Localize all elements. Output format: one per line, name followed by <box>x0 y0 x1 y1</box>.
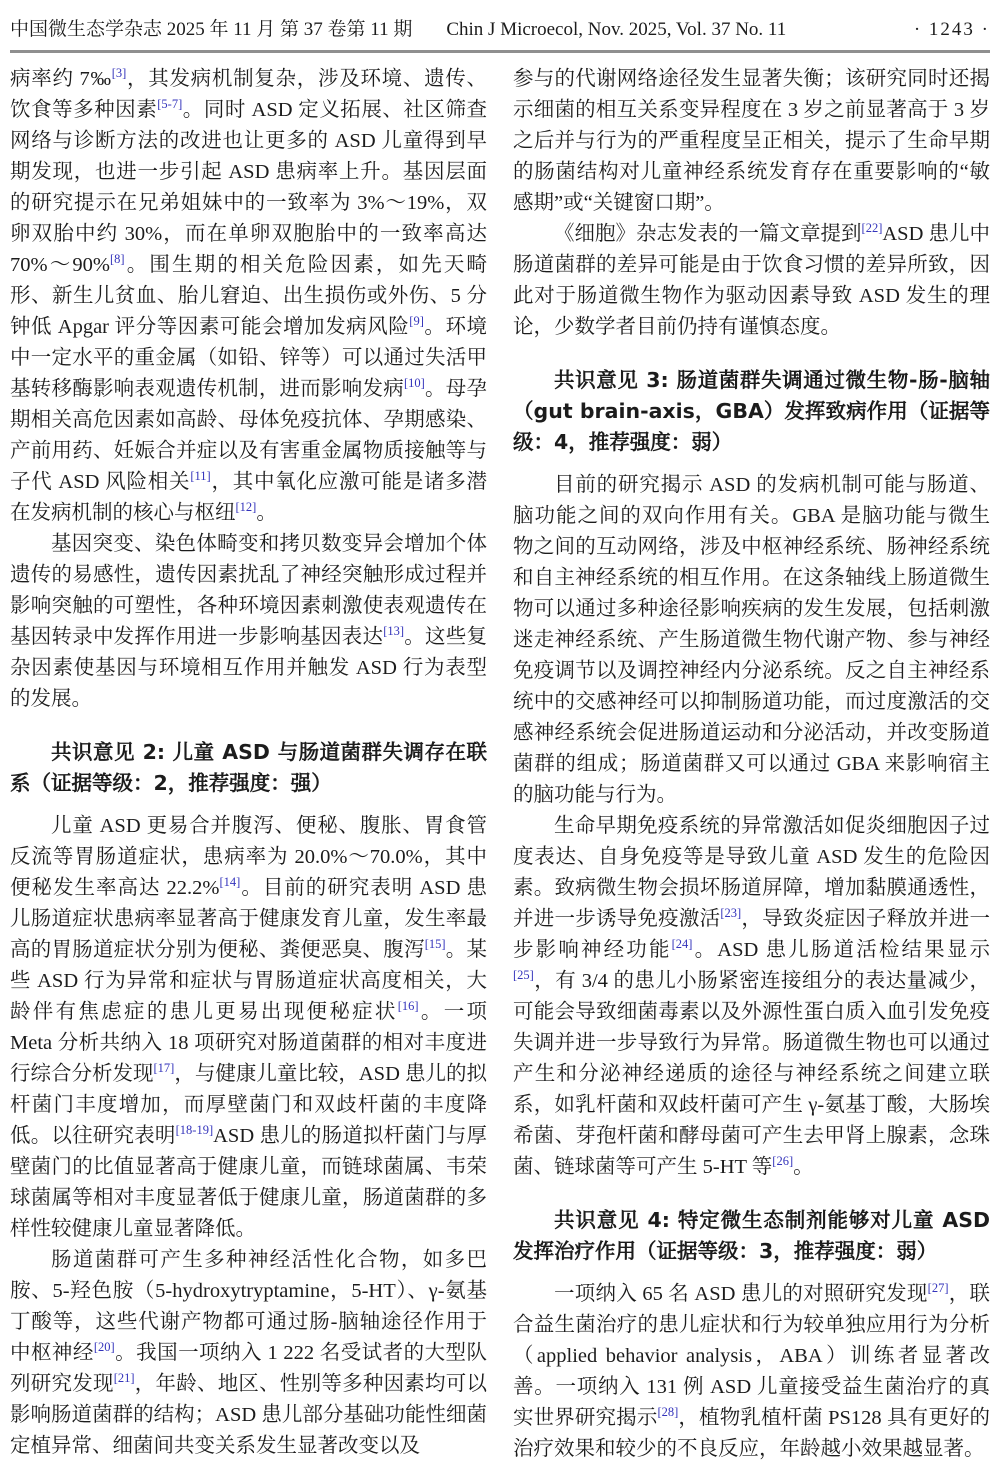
body-paragraph <box>10 64 487 529</box>
text-run: 。目前的研究表明 ASD 患儿肠道症状患病率显著高于健康发育儿童，发生率最高的胃肠道症状分别为便秘、粪便恶臭、腹泻 <box>10 877 488 961</box>
text-run: 病率约 7‰ <box>10 68 112 90</box>
header-divider-rule <box>10 50 990 53</box>
text-run: 。一项 Meta 分析共纳入 18 项研究对肠道菌群的相对丰度进行综合分析发现 <box>10 1001 488 1085</box>
reference-citation[interactable]: [27] <box>927 1281 949 1296</box>
text-run: 生命早期免疫系统的异常激活如促炎细胞因子过度表达、自身免疫等是导致儿童 ASD 发生的危险因素。致病微生物会损坏肠道屏障，增加黏膜通透性，并进一步诱导免疫激活 <box>513 815 990 930</box>
text-run: ，导致炎症因子释放并进一步影响神经功能 <box>513 908 991 961</box>
page-header <box>10 0 990 41</box>
text-run: 。环境中一定水平的重金属（如铅、锌等）可以通过失活甲基转移酶影响表观遗传机制，进而影响发病 <box>10 316 488 400</box>
body-paragraph <box>513 470 990 811</box>
journal-title-english: Chin J Microecol, Nov. 2025, Vol. 37 No. 11 <box>446 19 787 40</box>
text-run: 参与的代谢网络途径发生显著失衡；该研究同时还揭示细菌的相互关系变异程度在 3 岁之前显著高于 3 岁之后并与行为的严重程度呈正相关，提示了生命早期的肠菌结构对儿童神经系统发育存在重要影响的“敏感期”或“关键窗口期”。 <box>513 68 990 214</box>
text-run: 。 <box>256 502 277 524</box>
body-paragraph <box>513 219 990 343</box>
consensus-statement-heading <box>10 737 487 799</box>
consensus-statement-heading <box>513 365 990 458</box>
reference-citation[interactable]: [25] <box>513 968 534 983</box>
text-run: ，联合益生菌治疗的患儿症状和行为较单独应用行为分析（applied behavior analysis，ABA）训练者显著改善。一项纳入 131 例 ASD 儿童接受益生菌治疗的真实世界研究揭示 <box>513 1283 990 1429</box>
reference-citation[interactable]: [12] <box>235 500 257 515</box>
body-paragraph <box>513 64 990 219</box>
text-run: 。ASD 患儿肠道活检结果显示 <box>692 939 991 961</box>
text-run: 《细胞》杂志发表的一篇文章提到 <box>554 223 862 245</box>
text-run: 。围生期的相关危险因素，如先天畸形、新生儿贫血、胎儿窘迫、出生损伤或外伤、5 分钟低 Apgar 评分等因素可能会增加发病风险 <box>10 254 488 338</box>
text-run: ，与健康儿童比较，ASD 患儿的拟杆菌门丰度增加，而厚壁菌门和双歧杆菌的丰度降低。以往研究表明 <box>10 1063 487 1147</box>
text-run: 。同时 ASD 定义拓展、社区筛查网络与诊断方法的改进也让更多的 ASD 儿童得到早期发现，也进一步引起 ASD 患病率上升。基因层面的研究提示在兄弟姐妹中的一致率为 3%～19%，双卵双胎中约 30%，而在单卵双胞胎中的一致率高达 70%～90% <box>10 99 487 276</box>
reference-citation[interactable]: [14] <box>219 875 241 890</box>
reference-citation[interactable]: [8] <box>109 252 125 267</box>
text-run: 。某些 ASD 行为异常和症状与胃肠道症状高度相关，大龄伴有焦虑症的患儿更易出现便秘症状 <box>10 939 488 1023</box>
reference-citation[interactable]: [18-19] <box>175 1123 214 1138</box>
text-run: ASD 患儿的肠道拟杆菌门与厚壁菌门的比值显著高于健康儿童，而链球菌属、韦荣球菌属等相对丰度显著低于健康儿童，肠道菌群的多样性较健康儿童显著降低。 <box>10 1125 487 1240</box>
reference-citation[interactable]: [17] <box>153 1061 175 1076</box>
page-number: · 1243 · <box>913 19 990 40</box>
reference-citation[interactable]: [16] <box>397 999 419 1014</box>
reference-citation[interactable]: [11] <box>190 469 211 484</box>
reference-citation[interactable]: [22] <box>861 221 883 236</box>
reference-citation[interactable]: [20] <box>93 1340 115 1355</box>
text-run: 。这些复杂因素使基因与环境相互作用并触发 ASD 行为表型的发展。 <box>10 626 488 710</box>
text-run: ，植物乳植杆菌 PS128 具有更好的治疗效果和较少的不良反应，年龄越小效果越显著。 <box>513 1407 990 1460</box>
reference-citation[interactable]: [3] <box>111 66 127 81</box>
text-run: 基因突变、染色体畸变和拷贝数变异会增加个体遗传的易感性，遗传因素扰乱了神经突触形成过程并影响突触的可塑性，各种环境因素刺激使表观遗传在基因转录中发挥作用进一步影响基因表达 <box>10 533 487 648</box>
text-run: 儿童 ASD 更易合并腹泻、便秘、腹胀、胃食管反流等胃肠道症状，患病率为 20.0%～70.0%，其中便秘发生率高达 22.2% <box>10 815 487 899</box>
body-paragraph <box>513 811 990 1183</box>
text-run: 共识意见 4: 特定微生态制剂能够对儿童 ASD 发挥治疗作用（证据等级：3，推荐强度：弱） <box>513 1208 990 1263</box>
text-run: ，有 3/4 的患儿小肠紧密连接组分的表达量减少，可能会导致细菌毒素以及外源性蛋白质入血引发免疫失调并进一步导致行为异常。肠道微生物也可以通过产生和分泌神经递质的途径与神经系统之间建立联系，如乳杆菌和双歧杆菌可产生 γ-氨基丁酸，大肠埃希菌、芽孢杆菌和酵母菌可产生去甲肾上腺素，念珠菌、链球菌等可产生 5-HT 等 <box>513 970 990 1178</box>
text-run: 肠道菌群可产生多种神经活性化合物，如多巴胺、5-羟色胺（5-hydroxytryptamine，5-HT）、γ-氨基丁酸等，这些代谢产物都可通过肠-脑轴途径作用于中枢神经 <box>10 1249 487 1364</box>
consensus-statement-heading <box>513 1205 990 1267</box>
two-column-text-body <box>10 64 990 1465</box>
body-paragraph <box>10 529 487 715</box>
text-run: 目前的研究揭示 ASD 的发病机制可能与肠道、脑功能之间的双向作用有关。GBA 是脑功能与微生物之间的互动网络，涉及中枢神经系统、肠神经系统和自主神经系统的相互作用。在这条轴线上肠道微生物可以通过多种途径影响疾病的发生发展，包括刺激迷走神经系统、产生肠道微生物代谢产物、参与神经免疫调节以及调控神经内分泌系统。反之自主神经系统中的交感神经可以抑制肠道功能，而过度激活的交感神经系统会促进肠道运动和分泌活动，并改变肠道菌群的组成；肠道菌群又可以通过 GBA 来影响宿主的脑功能与行为。 <box>513 474 990 806</box>
left-column <box>10 64 487 1465</box>
reference-citation[interactable]: [10] <box>403 376 425 391</box>
text-run: 共识意见 2: 儿童 ASD 与肠道菌群失调存在联系（证据等级：2，推荐强度：强） <box>10 740 487 795</box>
right-column <box>513 64 990 1465</box>
body-paragraph <box>10 1245 487 1462</box>
reference-citation[interactable]: [15] <box>424 937 446 952</box>
text-run: ASD 患儿中肠道菌群的差异可能是由于饮食习惯的差异所致，因此对于肠道微生物作为驱动因素导致 ASD 发生的理论，少数学者目前仍持有谨慎态度。 <box>513 223 990 338</box>
text-run: 。我国一项纳入 1 222 名受试者的大型队列研究发现 <box>10 1342 488 1395</box>
text-run: 共识意见 3: 肠道菌群失调通过微生物-肠-脑轴（gut brain-axis，GBA）发挥致病作用（证据等级：4，推荐强度：弱） <box>513 368 990 454</box>
reference-citation[interactable]: [24] <box>671 937 693 952</box>
reference-citation[interactable]: [26] <box>772 1154 794 1169</box>
text-run: 。 <box>793 1156 814 1178</box>
reference-citation[interactable]: [5-7] <box>157 97 183 112</box>
body-paragraph <box>10 811 487 1245</box>
reference-citation[interactable]: [21] <box>113 1371 135 1386</box>
text-run: ，年龄、地区、性别等多种因素均可以影响肠道菌群的结构；ASD 患儿部分基础功能性细菌定植异常、细菌间共变关系发生显著改变以及 <box>10 1373 488 1457</box>
reference-citation[interactable]: [9] <box>409 314 424 329</box>
body-paragraph <box>513 1279 990 1465</box>
text-run: ，其中氧化应激可能是诸多潜在发病机制的核心与枢纽 <box>10 471 488 524</box>
text-run: 一项纳入 65 名 ASD 患儿的对照研究发现 <box>554 1283 928 1305</box>
reference-citation[interactable]: [23] <box>720 906 742 921</box>
reference-citation[interactable]: [13] <box>383 624 405 639</box>
text-run: 。母孕期相关高危因素如高龄、母体免疫抗体、孕期感染、产前用药、妊娠合并症以及有害重金属物质接触等与子代 ASD 风险相关 <box>10 378 488 493</box>
reference-citation[interactable]: [28] <box>657 1405 679 1420</box>
journal-title-chinese: 中国微生态学杂志 2025 年 11 月 第 37 卷第 11 期 <box>10 19 413 40</box>
text-run: ，其发病机制复杂，涉及环境、遗传、饮食等多种因素 <box>10 68 488 121</box>
